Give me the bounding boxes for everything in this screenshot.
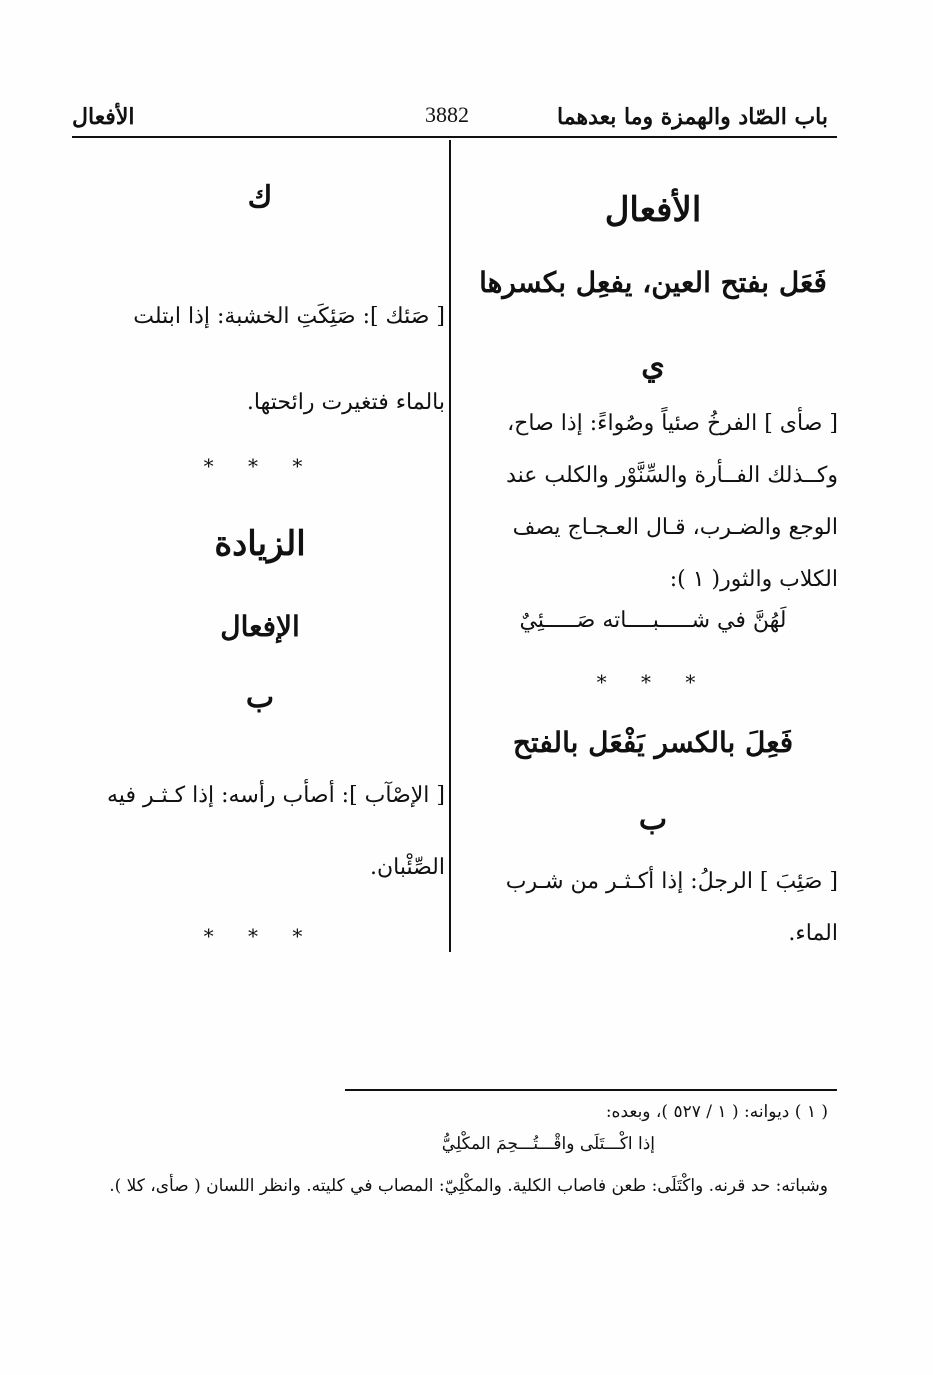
left-subheading: الإفعال [220,610,300,643]
footnote-rule [345,1089,837,1091]
right-subheading-2: فَعِلَ بالكسر يَفْعَل بالفتح [512,726,794,759]
right-letter-1: ي [641,348,665,383]
entry-line: الماء. [788,921,838,946]
right-heading: الأفعال [604,190,702,230]
left-letter-1: ك [247,180,273,215]
column-divider [449,140,451,952]
footnote-line-3: وشباته: حد قرنه. واكْتَلَى: طعن فاصاب الكلية. والمكْلِيّ: المصاب في كليته. وانظر اللسان ( صأى، كلا ). [109,1176,828,1196]
section-title: الأفعال [72,104,135,130]
verse-line: لَهُنَّ في شـــــبــــاته صَـــــئِيٌ [519,608,787,633]
separator-stars: * * * [596,670,710,694]
left-letter-2: ب [245,680,275,715]
right-letter-2: ب [638,802,668,837]
entry-line: [ صَئك ]: صَئِكَتِ الخشبة: إذا ابتلت [133,304,445,329]
separator-stars: * * * [203,924,317,948]
footnote-verse: إذا اكْـــتَلَى واقْـــتُـــحِمَ المكْلِيُّ [441,1134,655,1154]
left-entry-1 [75,274,445,446]
footnote-line-1: ( ١ ) ديوانه: ( ١ / ٥٢٧ )، وبعده: [605,1102,828,1122]
left-entry-2 [75,760,445,904]
right-entry-1 [468,398,838,606]
header-rule [72,136,837,138]
entry-line: بالماء فتغيرت رائحتها. [246,390,445,415]
entry-line: الصِّئْبان. [369,855,445,880]
entry-line: [ صأى ] الفرخُ صئياً وصُواءً: إذا صاح، [507,411,838,436]
entry-line: [ صَئِبَ ] الرجلُ: إذا أكـثـر من شـرب [505,869,838,894]
separator-stars: * * * [203,454,317,478]
chapter-title: باب الصّاد والهمزة وما بعدهما [557,104,828,130]
page-number: 3882 [425,102,469,127]
running-header [72,98,828,138]
right-entry-2 [468,856,838,960]
entry-line: [ الإصْآب ]: أصأب رأسه: إذا كـثـر فيه [107,783,445,808]
left-heading: الزيادة [214,524,306,564]
entry-line: وكــذلك الفــأرة والسِّنَّوْر والكلب عند [506,463,838,488]
entry-line: الكلاب والثور( ١ ): [669,567,838,592]
right-subheading-1: فَعَل بفتح العين، يفعِل بكسرها [479,266,827,299]
entry-line: الوجع والضـرب، قـال العـجـاج يصف [512,515,838,540]
